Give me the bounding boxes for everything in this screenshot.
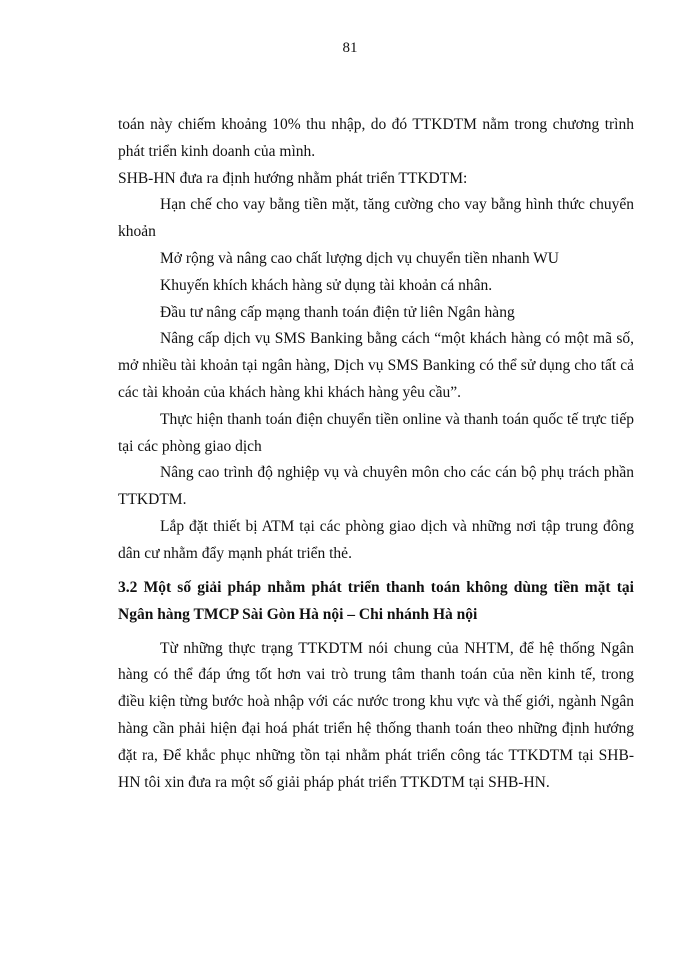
list-item-interbank-network: Đầu tư nâng cấp mạng thanh toán điện tử liên Ngân hàng [160, 303, 515, 321]
list-item-cash-lending: Hạn chế cho vay bằng tiền mặt, tăng cường cho vay bằng hình thức chuyển khoản [118, 196, 634, 241]
section-paragraph: Từ những thực trạng TTKDTM nói chung của NHTM, để hệ thống Ngân hàng có thể đáp ứng tốt hơn vai trò trung tâm thanh toán của nền kinh tế, trong điều kiện từng bước hoà nhập với các nước trong khu vực và thế giới, ngành Ngân hàng cần phải hiện đại hoá phát triển hệ thống thanh toán theo những định hướng đặt ra, Để khắc phục những tồn tại nhằm phát triển công tác TTKDTM tại SHB-HN tôi xin đưa ra một số giải pháp phát triển TTKDTM tại SHB-HN. [118, 639, 634, 791]
list-item-wu-transfer: Mở rộng và nâng cao chất lượng dịch vụ chuyển tiền nhanh WU [160, 249, 559, 267]
list-item-online-transfer: Thực hiện thanh toán điện chuyển tiền online và thanh toán quốc tế trực tiếp tại các phòng giao dịch [118, 410, 634, 455]
list-item-staff-training: Nâng cao trình độ nghiệp vụ và chuyên môn cho các cán bộ phụ trách phần TTKDTM. [118, 464, 634, 509]
list-item-personal-accounts: Khuyến khích khách hàng sử dụng tài khoản cá nhân. [160, 276, 493, 294]
section-heading: 3.2 Một số giải pháp nhằm phát triển thanh toán không dùng tiền mặt tại Ngân hàng TMCP Sài Gòn Hà nội – Chi nhánh Hà nội [118, 578, 634, 623]
list-item-atm-installation: Lắp đặt thiết bị ATM tại các phòng giao dịch và những nơi tập trung đông dân cư nhằm đẩy mạnh phát triển thẻ. [118, 517, 634, 562]
list-item-sms-banking: Nâng cấp dịch vụ SMS Banking bằng cách “một khách hàng có một mã số, mở nhiều tài khoản tại ngân hàng, Dịch vụ SMS Banking có thể sử dụng cho tất cả các tài khoản của khách hàng khi khách hàng yêu cầu”. [118, 330, 634, 401]
paragraph-orientation-intro: SHB-HN đưa ra định hướng nhằm phát triển TTKDTM: [118, 169, 468, 187]
document-body [118, 112, 634, 796]
page-number: 81 [342, 40, 358, 56]
paragraph-continuation: toán này chiếm khoảng 10% thu nhập, do đó TTKDTM nằm trong chương trình phát triển kinh doanh của mình. [118, 116, 634, 160]
